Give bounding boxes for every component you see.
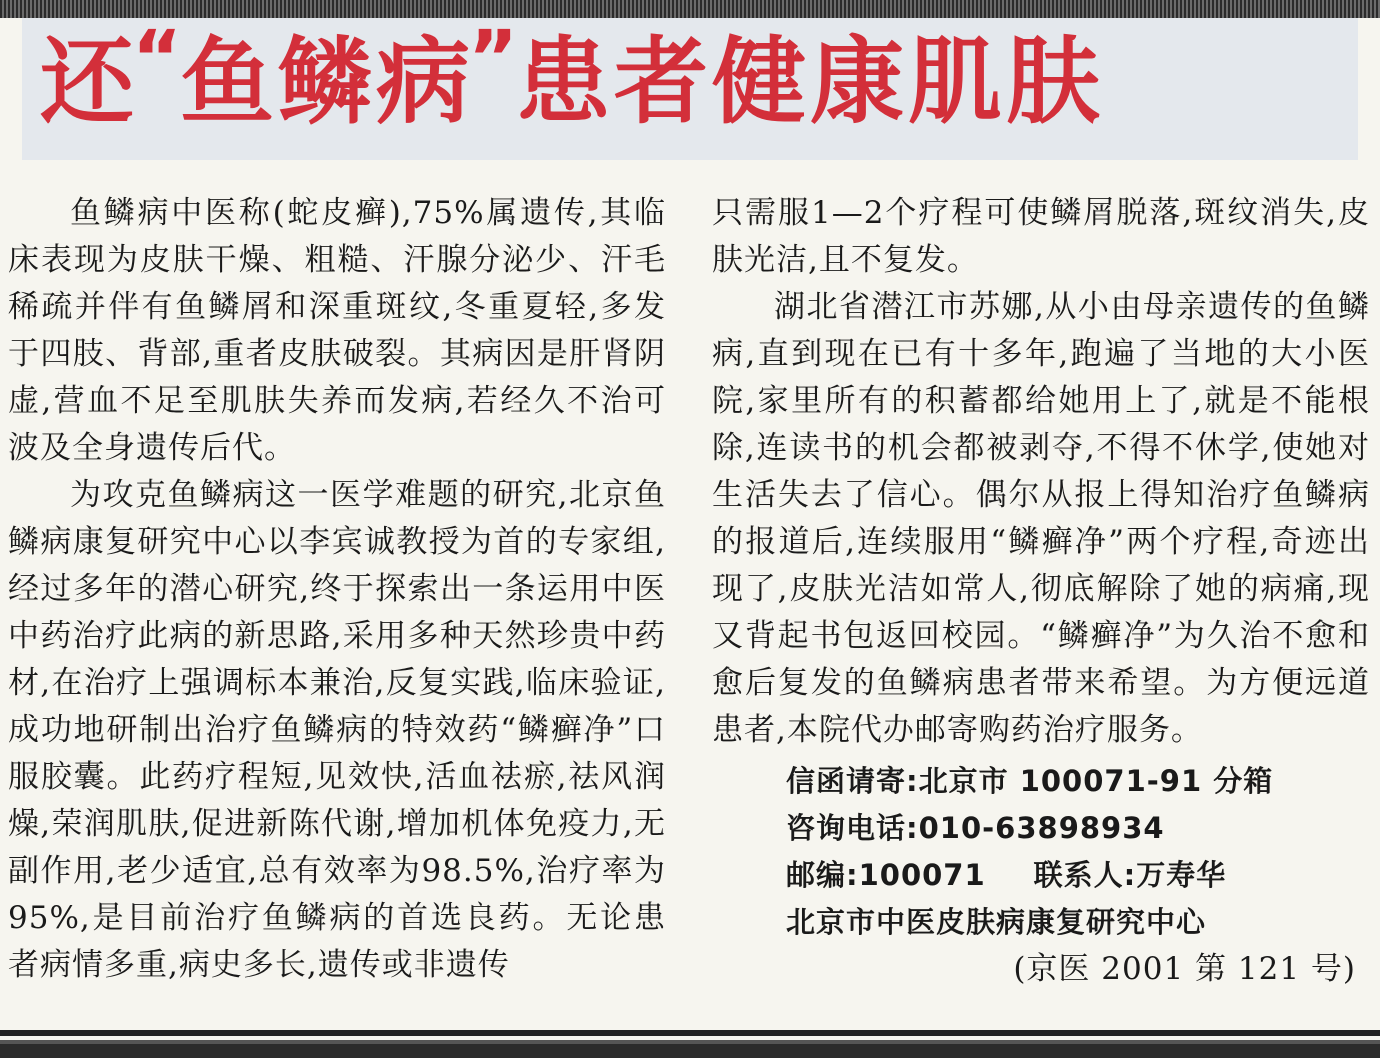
left-column (8, 190, 666, 989)
contact-postcode-person (786, 852, 1370, 899)
bottom-border (0, 1022, 1380, 1058)
right-paragraph-1: 只需服1—2个疗程可使鳞屑脱落,斑纹消失,皮肤光洁,且不复发。 (712, 195, 1370, 278)
right-paragraph-2: 湖北省潜江市苏娜,从小由母亲遗传的鱼鳞病,直到现在已有十多年,跑遍了当地的大小医院,家里所有的积蓄都给她用上了,就是不能根除,连读书的机会都被剥夺,不得不休学,使她对生活失去了信心。偶尔从报上得知治疗鱼鳞病的报道后,连续服用“鳞癣净”两个疗程,奇迹出现了,皮肤光洁如常人,彻底解除了她的病痛,现又背起书包返回校园。“鳞癣净”为久治不愈和愈后复发的鱼鳞病患者带来希望。为方便远道患者,本院代办邮寄购药治疗服务。 (712, 289, 1370, 748)
right-column (712, 190, 1370, 993)
headline-term: 鱼鳞病 (179, 28, 474, 137)
headline (40, 13, 1360, 143)
left-paragraph-2: 为攻克鱼鳞病这一医学难题的研究,北京鱼鳞病康复研究中心以李宾诚教授为首的专家组,经过多年的潜心研究,终于探索出一条运用中医中药治疗此病的新思路,采用多种天然珍贵中药材,在治疗上强调标本兼治,反复实践,临床验证,成功地研制出治疗鱼鳞病的特效药“鳞癣净”口服胶囊。此药疗程短,见效快,活血祛瘀,祛风润燥,荣润肌肤,促进新陈代谢,增加机体免疫力,无副作用,老少适宜,总有效率为98.5%,治疗率为95%,是目前治疗鱼鳞病的首选良药。无论患者病情多重,病史多长,遗传或非遗传 (8, 477, 666, 983)
contact-person: 联系人:万寿华 (1033, 858, 1227, 892)
headline-part2: 患者健康肌肤 (515, 28, 1104, 137)
contact-postcode: 邮编:100071 (786, 858, 986, 892)
ad-approval-code: (京医 2001 第 121 号) (1013, 951, 1356, 987)
headline-close-quote: ” (467, 13, 522, 102)
headline-part1: 还 (40, 28, 139, 137)
contact-mail: 信函请寄:北京市 100071-91 分箱 (786, 764, 1274, 798)
top-border (0, 0, 1380, 18)
contact-org: 北京市中医皮肤病康复研究中心 (786, 905, 1207, 939)
contact-phone: 咨询电话:010-63898934 (786, 811, 1165, 845)
contact-block (712, 758, 1370, 946)
left-paragraph-1: 鱼鳞病中医称(蛇皮癣),75%属遗传,其临床表现为皮肤干燥、粗糙、汗腺分泌少、汗毛稀疏并伴有鱼鳞屑和深重斑纹,冬重夏轻,多发于四肢、背部,重者皮肤破裂。其病因是肝肾阴虚,营血不足至肌肤失养而发病,若经久不治可波及全身遗传后代。 (8, 195, 666, 466)
headline-open-quote: “ (132, 13, 186, 102)
